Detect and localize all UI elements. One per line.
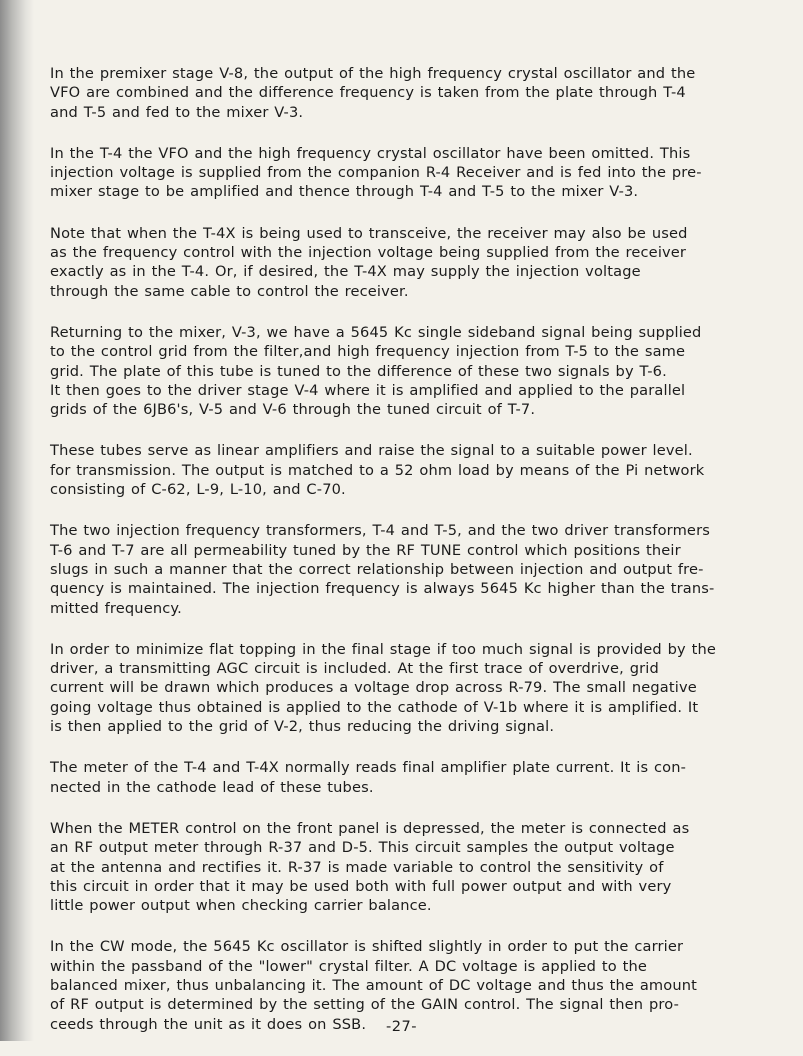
text-line: mixer stage to be amplified and thence through T-4 and T-5 to the mixer V-3. xyxy=(50,183,639,201)
text-line: exactly as in the T-4. Or, if desired, the T-4X may supply the injection voltage xyxy=(50,263,641,281)
text-line: Note that when the T-4X is being used to transceive, the receiver may also be used xyxy=(50,224,688,242)
page-number: -27- xyxy=(385,1018,418,1035)
paragraph-meter-control xyxy=(50,819,775,915)
text-line: In the premixer stage V-8, the output of the high frequency crystal oscillator and the xyxy=(50,65,696,82)
text-line: through the same cable to control the receiver. xyxy=(50,282,409,300)
text-line: Returning to the mixer, V-3, we have a 5645 Kc single sideband signal being supplied xyxy=(50,323,702,341)
text-line: this circuit in order that it may be used both with full power output and with very xyxy=(50,877,672,895)
text-line: quency is maintained. The injection frequency is always 5645 Kc higher than the trans- xyxy=(50,580,715,598)
text-line: VFO are combined and the difference frequency is taken from the plate through T-4 xyxy=(50,84,686,102)
text-line: little power output when checking carrier balance. xyxy=(50,897,432,915)
text-line: for transmission. The output is matched to a 52 ohm load by means of the Pi network xyxy=(50,461,705,479)
text-line: of RF output is determined by the setting of the GAIN control. The signal then pro- xyxy=(50,996,679,1014)
document-page xyxy=(50,64,775,1056)
text-line: slugs in such a manner that the correct relationship between injection and output fre- xyxy=(50,560,704,578)
text-line: nected in the cathode lead of these tubes. xyxy=(50,778,374,796)
text-line: The two injection frequency transformers, T-4 and T-5, and the two driver transformers xyxy=(50,522,710,540)
text-line: ceeds through the unit as it does on SSB. xyxy=(50,1015,367,1033)
text-line: as the frequency control with the injection voltage being supplied from the receiver xyxy=(50,244,687,262)
text-line: going voltage thus obtained is applied to the cathode of V-1b where it is amplified. It xyxy=(50,698,699,716)
text-line: within the passband of the "lower" crystal filter. A DC voltage is applied to the xyxy=(50,957,648,975)
text-line: In order to minimize flat topping in the final stage if too much signal is provided by the xyxy=(50,640,717,658)
text-line: grids of the 6JB6's, V-5 and V-6 through the tuned circuit of T-7. xyxy=(50,401,536,419)
text-line: In the CW mode, the 5645 Kc oscillator is shifted slightly in order to put the carrier xyxy=(50,938,684,956)
text-line: current will be drawn which produces a voltage drop across R-79. The small negative xyxy=(50,679,697,697)
scan-shadow-edge xyxy=(0,0,34,1041)
paragraph-transformers xyxy=(50,521,775,617)
text-line: When the METER control on the front panel is depressed, the meter is connected as xyxy=(50,819,690,837)
text-line: an RF output meter through R-37 and D-5. This circuit samples the output voltage xyxy=(50,839,675,857)
paragraph-linear-amplifiers xyxy=(50,441,775,499)
text-line: driver, a transmitting AGC circuit is included. At the first trace of overdrive, grid xyxy=(50,660,659,678)
paragraph-mixer xyxy=(50,323,775,419)
text-line: T-6 and T-7 are all permeability tuned by the RF TUNE control which positions their xyxy=(50,541,681,559)
text-line: and T-5 and fed to the mixer V-3. xyxy=(50,103,304,121)
text-line: grid. The plate of this tube is tuned to the difference of these two signals by T-6. xyxy=(50,362,667,380)
text-line: The meter of the T-4 and T-4X normally reads final amplifier plate current. It is con- xyxy=(50,759,687,777)
text-line: is then applied to the grid of V-2, thus reducing the driving signal. xyxy=(50,718,555,736)
text-line: at the antenna and rectifies it. R-37 is made variable to control the sensitivity of xyxy=(50,858,664,876)
text-line: to the control grid from the filter,and high frequency injection from T-5 to the same xyxy=(50,343,686,361)
text-line: In the T-4 the VFO and the high frequency crystal oscillator have been omitted. This xyxy=(50,144,691,162)
text-line: consisting of C-62, L-9, L-10, and C-70. xyxy=(50,481,346,499)
text-line: These tubes serve as linear amplifiers and raise the signal to a suitable power level. xyxy=(50,442,693,460)
paragraph-injection xyxy=(50,144,775,202)
text-line: It then goes to the driver stage V-4 where it is amplified and applied to the parallel xyxy=(50,381,686,399)
paragraph-premixer xyxy=(50,64,775,122)
text-line: balanced mixer, thus unbalancing it. The amount of DC voltage and thus the amount xyxy=(50,976,698,994)
paragraph-transceive xyxy=(50,224,775,301)
paragraph-agc xyxy=(50,640,775,736)
paragraph-meter xyxy=(50,758,775,797)
text-line: injection voltage is supplied from the companion R-4 Receiver and is fed into the pre- xyxy=(50,164,702,182)
text-line: mitted frequency. xyxy=(50,599,182,617)
